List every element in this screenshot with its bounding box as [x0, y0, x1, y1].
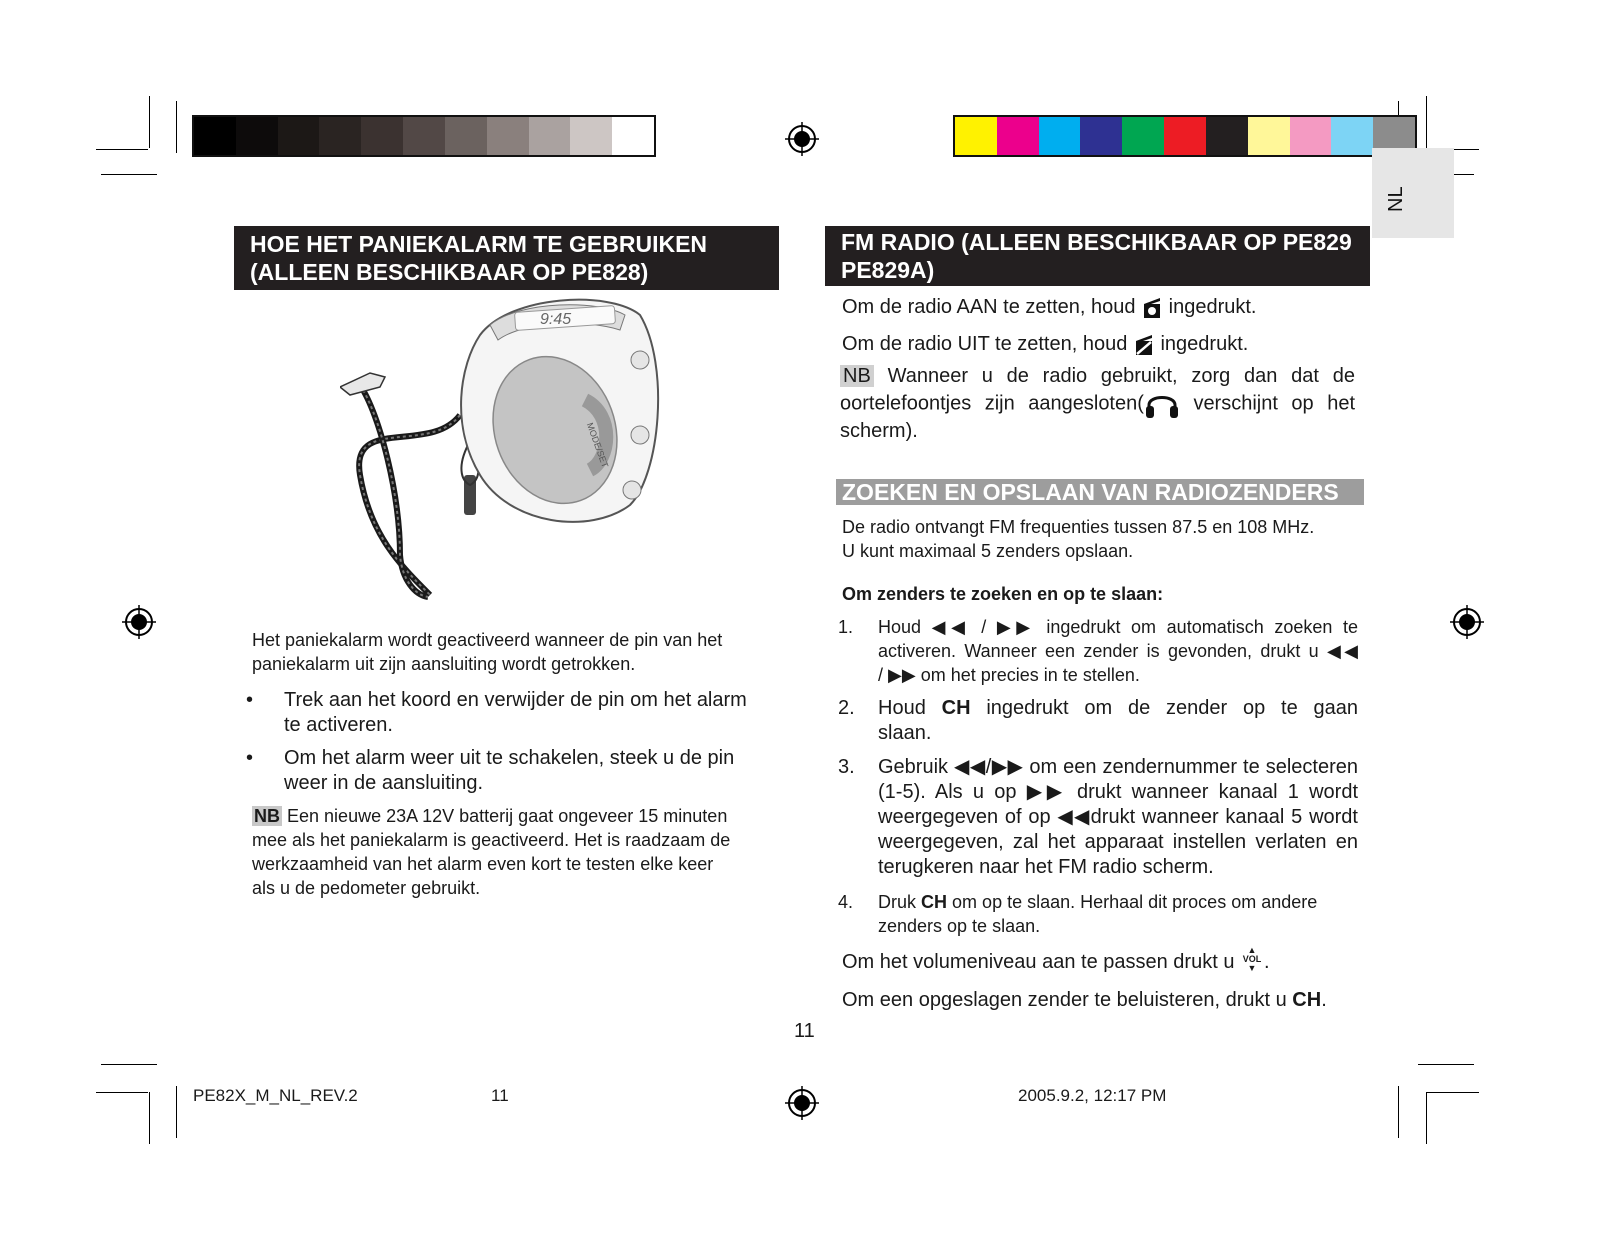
nb-text-line3: scherm). — [840, 420, 918, 442]
step-text: / — [985, 756, 992, 778]
step-number: 1. — [838, 617, 854, 637]
greyscale-swatch — [403, 117, 445, 155]
bullet-line: Trek aan het koord en verwijder de pin om het alarm — [284, 689, 747, 711]
left-section-heading — [234, 226, 779, 290]
left-nb-note — [252, 804, 762, 900]
crop-mark — [1426, 1092, 1427, 1144]
left-intro-line2: paniekalarm uit zijn aansluiting wordt getrokken. — [252, 654, 636, 674]
fast-forward-icon: ▶▶ — [888, 665, 916, 685]
nb-text-line1: Wanneer u de radio gebruikt, zorg dan dat de — [887, 365, 1355, 387]
nb-text-line2: mee als het paniekalarm is geactiveerd. Het is raadzaam de — [252, 830, 731, 850]
pedometer-illustration — [340, 295, 680, 615]
radio-on-instruction — [842, 295, 1362, 320]
step-item — [838, 890, 1358, 940]
right-section-heading — [825, 226, 1370, 286]
fast-forward-icon: ▶▶ — [996, 617, 1036, 637]
bullet-line: weer in de aansluiting. — [284, 772, 484, 794]
rewind-icon: ◀◀ — [954, 756, 986, 778]
volume-text: Om het volumeniveau aan te passen drukt u — [842, 951, 1235, 973]
ch-key: CH — [941, 697, 971, 719]
step-text: zenders op te slaan. — [878, 916, 1041, 936]
left-intro-line1: Het paniekalarm wordt geactiveerd wanneer de pin van het — [252, 630, 723, 650]
radio-off-icon — [1133, 333, 1155, 357]
crop-mark — [96, 1092, 148, 1093]
page-number: 11 — [794, 1020, 815, 1042]
crop-mark — [149, 1092, 150, 1144]
nb-label: NB — [840, 365, 874, 387]
registration-mark — [122, 605, 156, 639]
crop-mark — [96, 149, 148, 150]
greyscale-swatch — [487, 117, 529, 155]
volume-instruction — [842, 945, 1362, 975]
step-text: activeren. Wanneer een zender is gevonden, drukt u — [878, 641, 1319, 661]
greyscale-swatch — [236, 117, 278, 155]
step-text: Druk — [878, 892, 917, 912]
step-text: Houd — [878, 617, 922, 637]
rewind-icon: ◀◀ — [1057, 806, 1091, 828]
step-text: Gebruik — [878, 756, 949, 778]
nb-text-line4: als u de pedometer gebruikt. — [252, 878, 481, 898]
crop-mark — [1427, 1092, 1479, 1093]
color-swatch — [1331, 117, 1373, 155]
bullet-line: Om het alarm weer uit te schakelen, steek u de pin — [284, 747, 735, 769]
step-text: Houd — [878, 697, 926, 719]
step-text: ingedrukt om automatisch zoeken te — [1046, 617, 1358, 637]
color-swatch — [1206, 117, 1248, 155]
step-text: ingedrukt om de zender op te gaan — [986, 697, 1359, 719]
headphones-icon — [1144, 389, 1180, 419]
nb-text-line2b: verschijnt op het — [1193, 392, 1356, 415]
crop-mark — [1426, 96, 1427, 148]
nb-text-line3: werkzaamheid van het alarm even kort te testen elke keer — [252, 854, 714, 874]
left-intro — [252, 628, 762, 676]
left-bullet-item — [246, 688, 766, 740]
ch-key: CH — [1292, 989, 1322, 1011]
right-heading-line2: PE829A) — [841, 257, 935, 283]
sub-section-heading: ZOEKEN EN OPSLAAN VAN RADIOZENDERS — [836, 479, 1364, 505]
step-text: drukt wanneer kanaal 1 wordt — [1077, 781, 1358, 803]
right-heading-line1: FM RADIO (ALLEEN BESCHIKBAAR OP PE829 — [841, 229, 1352, 255]
radio-on-text: Om de radio AAN te zetten, houd — [842, 296, 1136, 318]
fast-forward-icon: ▶▶ — [1026, 781, 1067, 803]
left-heading-line1: HOE HET PANIEKALARM TE GEBRUIKEN — [250, 231, 708, 257]
step-text: (1-5). Als u op — [878, 781, 1017, 803]
color-swatch — [955, 117, 997, 155]
crop-mark — [1398, 1086, 1399, 1138]
step-text: om op te slaan. Herhaal dit proces om andere — [952, 892, 1318, 912]
color-bar — [953, 115, 1417, 157]
step-text: terugkeren naar het FM radio scherm. — [878, 856, 1214, 878]
color-swatch — [1039, 117, 1081, 155]
fast-forward-icon: ▶▶ — [991, 756, 1024, 778]
crop-mark — [176, 101, 177, 153]
step-text: drukt wanneer kanaal 5 wordt — [1090, 806, 1358, 828]
step-number: 3. — [838, 756, 855, 778]
volume-icon: ▲ VOL ▼ — [1242, 945, 1262, 973]
crop-mark — [1418, 1064, 1474, 1065]
color-swatch — [1248, 117, 1290, 155]
nb-label: NB — [254, 806, 280, 826]
footer-page: 11 — [491, 1086, 509, 1105]
greyscale-swatch — [529, 117, 571, 155]
nb-text-line1: Een nieuwe 23A 12V batterij gaat ongeveer 15 minuten — [287, 806, 728, 826]
frequency-line2: U kunt maximaal 5 zenders opslaan. — [842, 541, 1134, 561]
left-heading-line2: (ALLEEN BESCHIKBAAR OP PE828) — [250, 259, 649, 285]
bullet-marker: • — [246, 689, 254, 711]
step-number: 4. — [838, 892, 854, 912]
rewind-icon: ◀◀ — [1327, 641, 1359, 661]
nb-text-line2: oortelefoontjes zijn aangesloten( — [840, 392, 1144, 415]
step-text: om het precies in te stellen. — [920, 665, 1140, 685]
crop-mark — [101, 1064, 157, 1065]
greyscale-bar — [192, 115, 656, 157]
listen-instruction — [842, 988, 1362, 1013]
radio-off-instruction — [842, 332, 1362, 357]
left-bullet-item — [246, 746, 766, 798]
step-text: slaan. — [878, 722, 932, 744]
crop-mark — [176, 1086, 177, 1138]
step-item — [838, 696, 1358, 748]
ch-key: CH — [921, 892, 948, 912]
footer-filename: PE82X_M_NL_REV.2 — [193, 1086, 358, 1105]
crop-mark — [101, 174, 157, 175]
rewind-icon: ◀◀ — [931, 617, 971, 637]
color-swatch — [1164, 117, 1206, 155]
volume-text: . — [1264, 951, 1270, 973]
device-ring-label: MODE/SET — [584, 421, 611, 469]
right-nb-note — [840, 364, 1355, 444]
color-swatch — [997, 117, 1039, 155]
listen-text: . — [1321, 989, 1327, 1011]
steps-title: Om zenders te zoeken en op te slaan: — [842, 584, 1164, 604]
frequency-info — [842, 515, 1362, 563]
language-tab-label: NL — [1385, 186, 1407, 212]
greyscale-swatch — [445, 117, 487, 155]
step-text: weergegeven of op — [878, 806, 1051, 828]
color-swatch — [1122, 117, 1164, 155]
volume-icon-label: VOL — [1242, 954, 1262, 964]
greyscale-swatch — [278, 117, 320, 155]
bullet-marker: • — [246, 747, 254, 769]
frequency-line1: De radio ontvangt FM frequenties tussen 87.5 en 108 MHz. — [842, 517, 1315, 537]
greyscale-swatch — [361, 117, 403, 155]
step-text: weergegeven, zal het apparaat instellen verlaten en — [878, 831, 1358, 853]
step-item — [838, 755, 1358, 880]
radio-on-text: ingedrukt. — [1168, 296, 1257, 318]
footer-date: 2005.9.2, 12:17 PM — [1018, 1086, 1167, 1105]
step-item — [838, 615, 1358, 689]
bullet-line: te activeren. — [284, 714, 393, 736]
step-text: / — [878, 665, 884, 685]
greyscale-swatch — [319, 117, 361, 155]
radio-off-text: ingedrukt. — [1160, 333, 1249, 355]
step-text: om een zendernummer te selecteren — [1029, 756, 1359, 778]
greyscale-swatch — [194, 117, 236, 155]
registration-mark — [785, 1086, 819, 1120]
registration-mark — [1450, 605, 1484, 639]
device-display-text: 9:45 — [540, 311, 572, 328]
radio-off-text: Om de radio UIT te zetten, houd — [842, 333, 1128, 355]
step-number: 2. — [838, 697, 855, 719]
color-swatch — [1290, 117, 1332, 155]
greyscale-swatch — [570, 117, 612, 155]
listen-text: Om een opgeslagen zender te beluisteren, drukt u — [842, 989, 1287, 1011]
radio-on-icon — [1141, 296, 1163, 320]
registration-mark — [785, 122, 819, 156]
color-swatch — [1080, 117, 1122, 155]
greyscale-swatch — [612, 117, 654, 155]
step-text: / — [981, 617, 987, 637]
crop-mark — [149, 96, 150, 148]
